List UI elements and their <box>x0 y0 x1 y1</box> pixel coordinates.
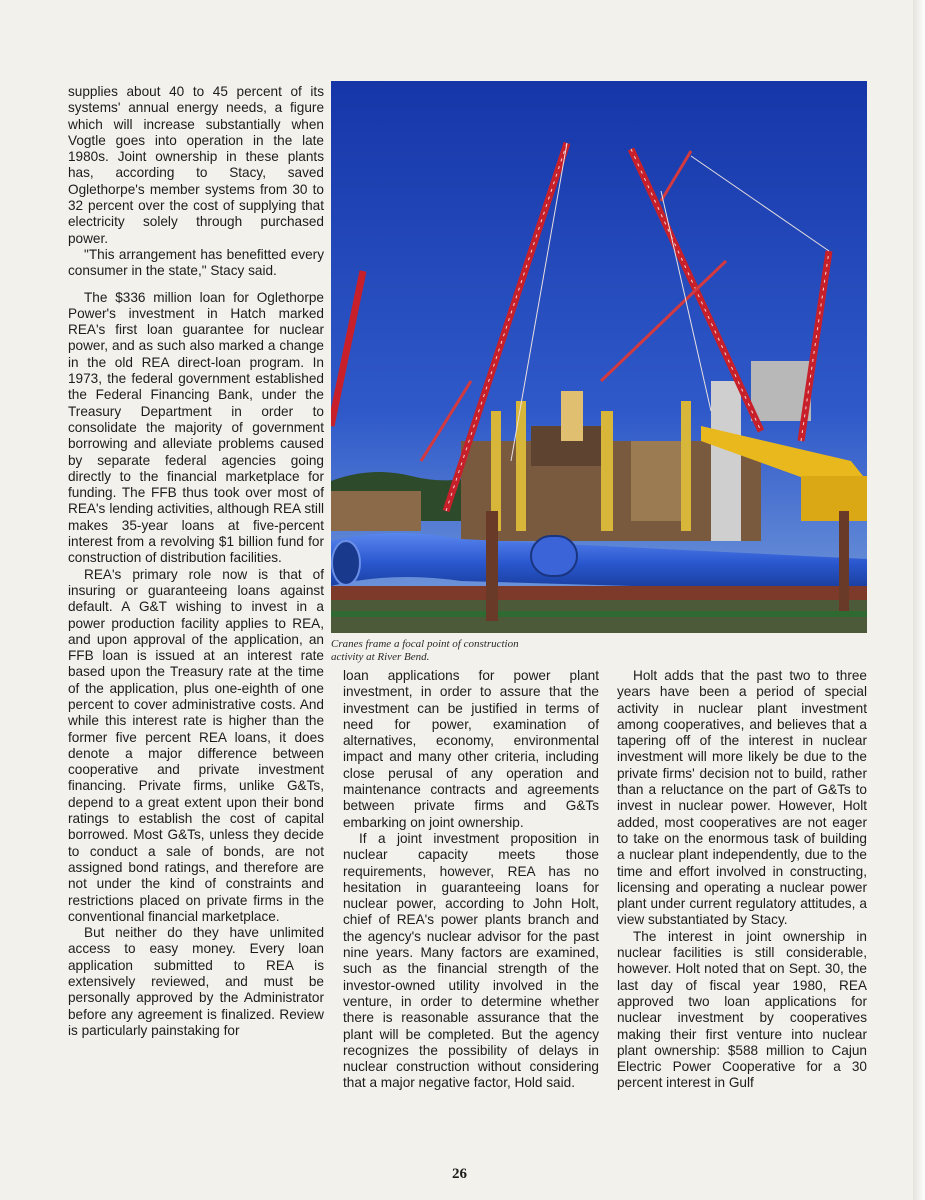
photo-caption <box>331 638 631 664</box>
paragraph: Holt adds that the past two to three years have been a period of special activity in nuclear plant investment among cooperatives, and believes that a tapering off of the interest in nuclear investment will more likely be due to the private firms' decision not to build, rather than a reluctance on the part of G&Ts to invest in nuclear power. However, Holt added, most cooperatives are not eager to take on the enormous task of building a nuclear plant independently, due to the time and effort involved in constructing, licensing and operating a nuclear power plant under current regulatory attitudes, a view substantiated by Stacy. <box>617 668 867 928</box>
paragraph: The interest in joint ownership in nuclear facilities is still considerable, however. Holt noted that on Sept. 30, the last day of fiscal year 1980, REA approved two loan applications for nuclear investment by cooperatives making their first venture into nuclear plant ownership: $588 million to Cajun Electric Power Cooperative for a 30 percent interest in Gulf <box>617 928 867 1091</box>
text-column-3 <box>617 668 867 1092</box>
paragraph: "This arrangement has benefitted every consumer in the state," Stacy said. <box>68 246 324 279</box>
paragraph: But neither do they have unlimited access to easy money. Every loan application submitted to REA is extensively reviewed, and must be personally approved by the Administrator before any agreement is finalized. Review is particularly painstaking for <box>68 925 324 1038</box>
page-edge <box>913 0 925 1200</box>
paragraph: supplies about 40 to 45 percent of its systems' annual energy needs, a figure which will increase substantially when Vogtle goes into operation in the late 1980s. Joint ownership in these plants has, according to Stacy, saved Oglethorpe's member systems from 30 to 32 percent over the cost of supplying that electricity solely through purchased power. <box>68 84 324 246</box>
text-column-1 <box>68 84 324 1039</box>
caption-line: activity at River Bend. <box>331 651 430 663</box>
paragraph: The $336 million loan for Oglethorpe Power's investment in Hatch marked REA's first loan guarantee for nuclear power, and as such also marked a change in the old REA direct-loan program. In 1973, the federal government established the Federal Financing Bank, under the Treasury Department in order to consolidate the majority of government borrowing and alleviate problems caused by separate federal agencies going directly to the financial marketplace for funding. The FFB thus took over most of REA's lending activities, although REA still makes 35-year loans at five-percent interest from a revolving $1 billion fund for construction of distribution facilities. <box>68 289 324 566</box>
paragraph: If a joint investment proposition in nuclear capacity meets those requirements, however, REA has no hesitation in guaranteeing loans for nuclear power, according to John Holt, chief of REA's power plants branch and the agency's nuclear advisor for the past nine years. Many factors are examined, such as the financial strength of the investor-owned utility involved in the venture, in order to determine whether there is reasonable assurance that the plant will be completed. But the agency recognizes the possibility of delays in nuclear construction without considering that a major negative factor, Hold said. <box>343 830 599 1091</box>
construction-photo <box>331 81 867 633</box>
paragraph: loan applications for power plant investment, in order to assure that the investment can be justified in terms of need for power, examination of alternatives, economy, environmental impact and many other criteria, including close perusal of any operation and maintenance contracts and agreements between private firms and G&Ts embarking on joint ownership. <box>343 668 599 830</box>
paragraph: REA's primary role now is that of insuring or guaranteeing loans against default. A G&T wishing to invest in a power production facility applies to REA, and upon approval of the application, an FFB loan is issued at an interest rate based upon the Treasury rate at the time of the application, plus one-eighth of one percent to cover administrative costs. And while this interest rate is higher than the former five percent REA loans, it does denote a major difference between cooperative and private investment financing. Private firms, unlike G&Ts, depend to a great extent upon their bond ratings to establish the cost of capital borrowed. Most G&Ts, unless they decide to conduct a sale of bonds, are not assigned bond ratings, and therefore are not under the kind of constraints and restrictions placed on private firms in the conventional financial marketplace. <box>68 566 324 924</box>
caption-line: Cranes frame a focal point of construction <box>331 638 519 650</box>
page-number: 26 <box>452 1166 467 1182</box>
text-column-2 <box>343 668 599 1092</box>
